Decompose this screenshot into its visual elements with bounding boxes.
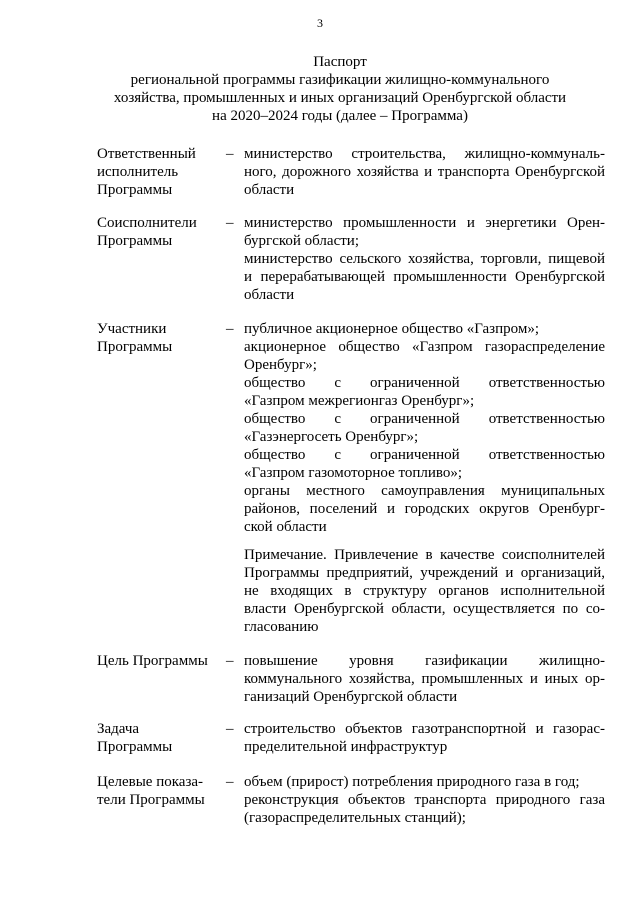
row-dash: – bbox=[226, 215, 234, 231]
value-line: и перерабатывающей промышленности Оренбургской bbox=[244, 269, 605, 285]
row-label bbox=[97, 773, 227, 809]
label-line: Программы bbox=[97, 182, 173, 198]
label-line: Программы bbox=[97, 339, 173, 355]
row-label bbox=[97, 145, 227, 199]
value-line: органы местного самоуправления муниципальных bbox=[244, 483, 605, 499]
document-title bbox=[60, 53, 620, 125]
participants-note bbox=[244, 546, 605, 636]
title-line: хозяйства, промышленных и иных организаций Оренбургской области bbox=[113, 90, 567, 106]
row-value bbox=[244, 652, 605, 706]
value-line: ганизаций Оренбургской области bbox=[244, 689, 458, 705]
value-line: публичное акционерное общество «Газпром»; bbox=[244, 321, 540, 337]
row-value bbox=[244, 145, 605, 199]
title-line: региональной программы газификации жилищно-коммунального bbox=[130, 72, 550, 88]
value-line: «Газэнергосеть Оренбург»; bbox=[244, 429, 419, 445]
row-value bbox=[244, 320, 605, 536]
value-line: ской области bbox=[244, 519, 327, 535]
value-line: бургской области; bbox=[244, 233, 359, 249]
row-dash: – bbox=[226, 321, 234, 337]
note-line: гласованию bbox=[244, 619, 319, 635]
value-line: области bbox=[244, 182, 295, 198]
label-line: Ответственный bbox=[97, 146, 196, 162]
value-line: общество с ограниченной ответственностью bbox=[244, 411, 605, 427]
value-line: реконструкция объектов транспорта природного газа bbox=[244, 792, 605, 808]
value-line: общество с ограниченной ответственностью bbox=[244, 447, 605, 463]
label-line: Соисполнители bbox=[97, 215, 197, 231]
value-line: области bbox=[244, 287, 295, 303]
label-line: Программы bbox=[97, 739, 173, 755]
row-dash: – bbox=[226, 146, 234, 162]
row-dash: – bbox=[226, 721, 234, 737]
label-line: Задача bbox=[97, 721, 140, 737]
value-line: министерство строительства, жилищно-коммуналь- bbox=[244, 146, 605, 162]
value-line: коммунального хозяйства, промышленных и иных ор- bbox=[244, 671, 605, 687]
note-line: не входящих в структуру органов исполнительной bbox=[244, 583, 605, 599]
value-line: акционерное общество «Газпром газораспределение bbox=[244, 339, 605, 355]
value-line: министерство сельского хозяйства, торговли, пищевой bbox=[244, 251, 605, 267]
row-dash: – bbox=[226, 653, 234, 669]
row-label bbox=[97, 214, 227, 250]
row-value bbox=[244, 720, 605, 756]
value-line: Оренбург»; bbox=[244, 357, 317, 373]
value-line: «Газпром межрегионгаз Оренбург»; bbox=[244, 393, 475, 409]
note-line: власти Оренбургской области, осуществляется по со- bbox=[244, 601, 605, 617]
value-line: «Газпром газомоторное топливо»; bbox=[244, 465, 463, 481]
value-line: строительство объектов газотранспортной и газорас- bbox=[244, 721, 605, 737]
label-line: Цель Программы bbox=[97, 653, 208, 669]
row-value bbox=[244, 214, 605, 304]
title-line: на 2020–2024 годы (далее – Программа) bbox=[212, 108, 468, 124]
value-line: районов, поселений и городских округов Оренбург- bbox=[244, 501, 605, 517]
note-line: Программы предприятий, учреждений и организаций, bbox=[244, 565, 605, 581]
value-line: объем (прирост) потребления природного газа в год; bbox=[244, 774, 580, 790]
value-line: пределительной инфраструктур bbox=[244, 739, 448, 755]
value-line: общество с ограниченной ответственностью bbox=[244, 375, 605, 391]
label-line: Программы bbox=[97, 233, 173, 249]
label-line: Целевые показа- bbox=[97, 774, 204, 790]
label-line: исполнитель bbox=[97, 164, 179, 180]
row-label bbox=[97, 652, 227, 670]
label-line: тели Программы bbox=[97, 792, 205, 808]
label-line: Участники bbox=[97, 321, 167, 337]
row-dash: – bbox=[226, 774, 234, 790]
value-line: министерство промышленности и энергетики Орен- bbox=[244, 215, 605, 231]
page-number: 3 bbox=[317, 16, 323, 30]
row-label bbox=[97, 320, 227, 356]
value-line: повышение уровня газификации жилищно- bbox=[244, 653, 605, 669]
value-line: (газораспределительных станций); bbox=[244, 810, 466, 826]
row-label bbox=[97, 720, 227, 756]
value-line: ного, дорожного хозяйства и транспорта Оренбургской bbox=[244, 164, 605, 180]
title-line: Паспорт bbox=[313, 54, 367, 70]
row-value bbox=[244, 773, 605, 827]
note-line: Примечание. Привлечение в качестве соисполнителей bbox=[244, 547, 605, 563]
